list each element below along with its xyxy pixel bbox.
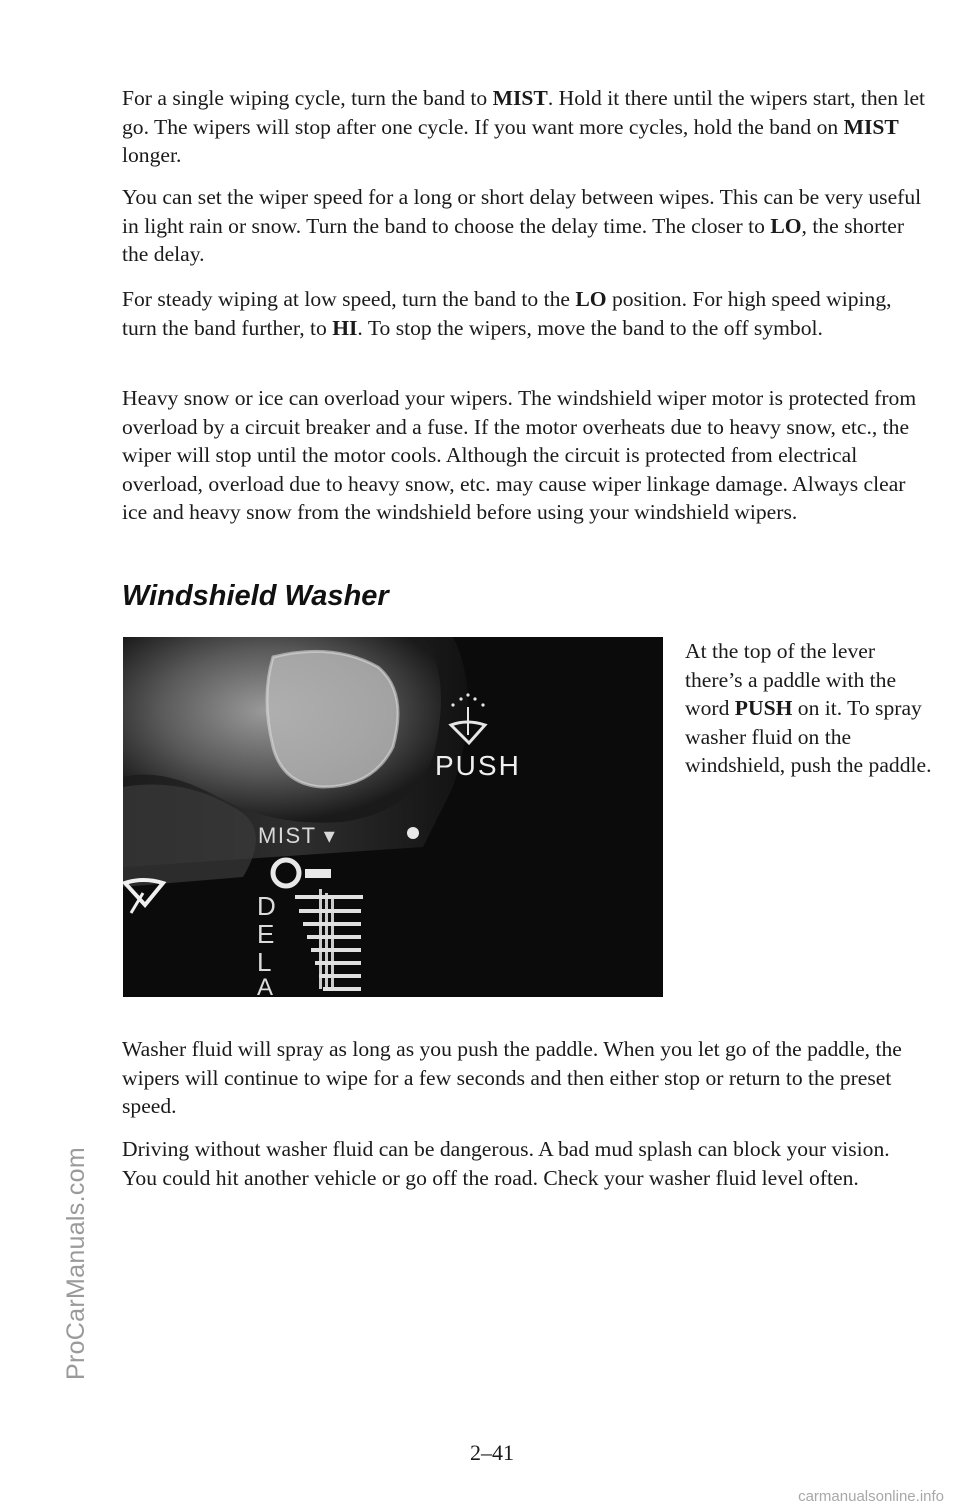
text-run: Driving without washer fluid can be dangerous. A bad mud splash can block your vision. You could hit another vehicle or go off the road. Check your washer fluid level often. xyxy=(122,1137,890,1190)
text-run: Washer fluid will spray as long as you push the paddle. When you let go of the paddle, the wipers will continue to wipe for a few seconds and then either stop or return to the preset speed. xyxy=(122,1037,902,1118)
text-run: Heavy snow or ice can overload your wipers. The windshield wiper motor is protected from overload by a circuit breaker and a fuse. If the motor overheats due to heavy snow, etc., the wiper will stop until the motor cools. Although the circuit is protected from electrical overload, overload due to heavy snow, etc. may cause wiper linkage damage. Always clear ice and heavy snow from the windshield before using your windshield wipers. xyxy=(122,386,917,524)
text-run: on it. To spray washer fluid on the windshield, push the paddle. xyxy=(685,696,932,777)
page-number: 2–41 xyxy=(470,1440,514,1465)
delay-letter-l: L xyxy=(257,947,272,977)
paragraph-lo-hi xyxy=(122,285,927,342)
text-run: . To stop the wipers, move the band to the off symbol. xyxy=(357,315,823,340)
text-run: . Hold it there until the wipers start, then let go. The wipers will stop after one cycle. If you want more cycles, hold the band on xyxy=(122,86,926,139)
text-run: For a single wiping cycle, turn the band to xyxy=(122,86,493,110)
mist-dot xyxy=(407,827,419,839)
text-run: position. For high speed wiping, turn the band further, to xyxy=(122,287,892,340)
delay-letter-d: D xyxy=(257,891,276,921)
speed-bar-ticks xyxy=(319,889,334,989)
bold-term: LO xyxy=(770,213,802,238)
wiper-lever-photo xyxy=(123,637,663,997)
text-run: , the shorter the delay. xyxy=(122,213,905,266)
push-label: PUSH xyxy=(435,750,521,781)
bold-term: PUSH xyxy=(734,696,793,720)
mist-label: MIST ▾ xyxy=(258,823,337,848)
bold-term: MIST xyxy=(843,114,899,139)
paragraph-mist xyxy=(122,84,927,170)
bold-term: MIST xyxy=(492,86,548,110)
footer-watermark: carmanualsonline.info xyxy=(798,1488,944,1505)
delay-letter-a: A xyxy=(257,974,274,997)
paragraph-overload xyxy=(122,384,927,527)
text-run: At the top of the lever there’s a paddle with the word xyxy=(685,639,897,720)
paragraph-washer-spray xyxy=(122,1035,927,1121)
delay-letter-e: E xyxy=(257,919,275,949)
text-run: longer. xyxy=(122,143,182,167)
text-run: You can set the wiper speed for a long or short delay between wipes. This can be very useful in light rain or snow. Turn the band to choose the delay time. The closer to xyxy=(122,185,922,238)
bold-term: HI xyxy=(332,315,358,340)
section-heading: Windshield Washer xyxy=(122,580,389,612)
paragraph-delay xyxy=(122,183,927,269)
side-watermark-text: ProCarManuals.com xyxy=(62,1147,90,1380)
paragraph-push-paddle xyxy=(685,637,935,780)
bold-term: LO xyxy=(575,287,607,311)
text-run: For steady wiping at low speed, turn the band to the xyxy=(122,287,576,311)
paragraph-washer-fluid-warning xyxy=(122,1135,927,1192)
